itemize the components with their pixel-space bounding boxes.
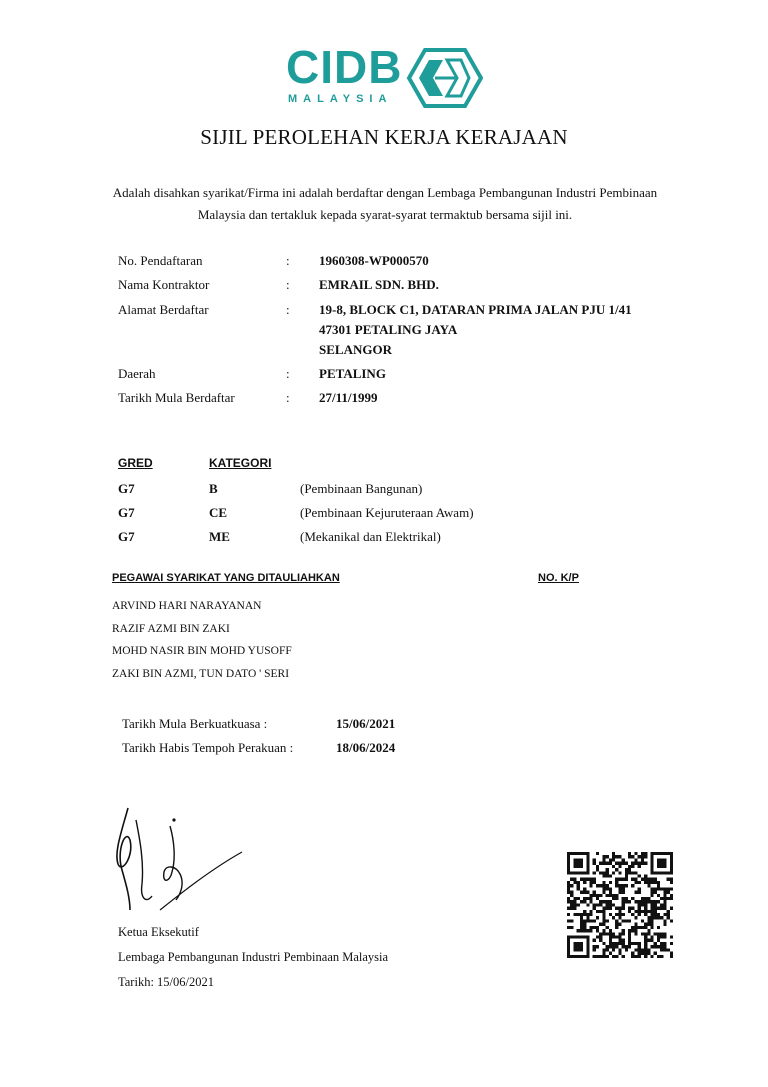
colon: : — [286, 366, 290, 381]
signatory-organization: Lembaga Pembangunan Industri Pembinaan Malaysia — [118, 950, 389, 964]
contractor-label: Nama Kontraktor — [118, 277, 210, 292]
officers-header: PEGAWAI SYARIKAT YANG DITAULIAHKAN — [112, 572, 340, 584]
category-cell: ME — [209, 529, 230, 544]
address-line-3: SELANGOR — [319, 342, 392, 357]
grade-header: GRED — [118, 456, 153, 470]
category-cell: CE — [209, 505, 228, 520]
address-line-2: 47301 PETALING JAYA — [319, 322, 458, 337]
effective-date-label: Tarikh Mula Berkuatkuasa : — [122, 716, 268, 731]
effective-date-value: 15/06/2021 — [336, 716, 396, 731]
logo-wordmark: CIDB — [286, 41, 403, 93]
registration-label: No. Pendaftaran — [118, 253, 203, 268]
logo-subtitle: MALAYSIA — [288, 93, 393, 105]
colon: : — [286, 390, 290, 405]
officer-name: ARVIND HARI NARAYANAN — [112, 600, 262, 612]
category-description: (Pembinaan Kejuruteraan Awam) — [300, 505, 474, 520]
category-cell: B — [209, 481, 218, 496]
expiry-date-value: 18/06/2024 — [336, 740, 396, 755]
category-header: KATEGORI — [209, 456, 272, 470]
district-label: Daerah — [118, 366, 156, 381]
category-description: (Mekanikal dan Elektrikal) — [300, 529, 441, 544]
expiry-date-label: Tarikh Habis Tempoh Perakuan : — [122, 740, 294, 755]
officer-name: RAZIF AZMI BIN ZAKI — [112, 623, 230, 635]
grade-cell: G7 — [118, 505, 135, 520]
grade-cell: G7 — [118, 481, 135, 496]
cidb-hexagon-icon — [405, 48, 483, 108]
signature-date: Tarikh: 15/06/2021 — [118, 975, 214, 989]
officer-name: MOHD NASIR BIN MOHD YUSOFF — [112, 645, 292, 657]
qr-code-image — [567, 852, 673, 958]
officer-name: ZAKI BIN AZMI, TUN DATO ' SERI — [112, 668, 290, 680]
signature-image — [100, 800, 250, 920]
category-description: (Pembinaan Bangunan) — [300, 481, 423, 496]
address-line-1: 19-8, BLOCK C1, DATARAN PRIMA JALAN PJU 1/41 — [319, 302, 632, 317]
district-value: PETALING — [319, 366, 386, 381]
ic-number-header: NO. K/P — [538, 572, 579, 584]
signatory-position: Ketua Eksekutif — [118, 925, 199, 939]
address-label: Alamat Berdaftar — [118, 302, 209, 317]
colon: : — [286, 277, 290, 292]
intro-text: Adalah disahkan syarikat/Firma ini adalah berdaftar dengan Lembaga Pembangunan Industri Pembinaan Malaysia dan tertakluk kepada syarat-syarat termaktub bersama sijil ini. — [112, 185, 658, 222]
colon: : — [286, 253, 290, 268]
page-title: SIJIL PEROLEHAN KERJA KERAJAAN — [200, 125, 568, 149]
colon: : — [286, 302, 290, 317]
start-date-value: 27/11/1999 — [319, 390, 378, 405]
contractor-value: EMRAIL SDN. BHD. — [319, 277, 439, 292]
registration-value: 1960308-WP000570 — [319, 253, 429, 268]
grade-cell: G7 — [118, 529, 135, 544]
start-date-label: Tarikh Mula Berdaftar — [118, 390, 235, 405]
